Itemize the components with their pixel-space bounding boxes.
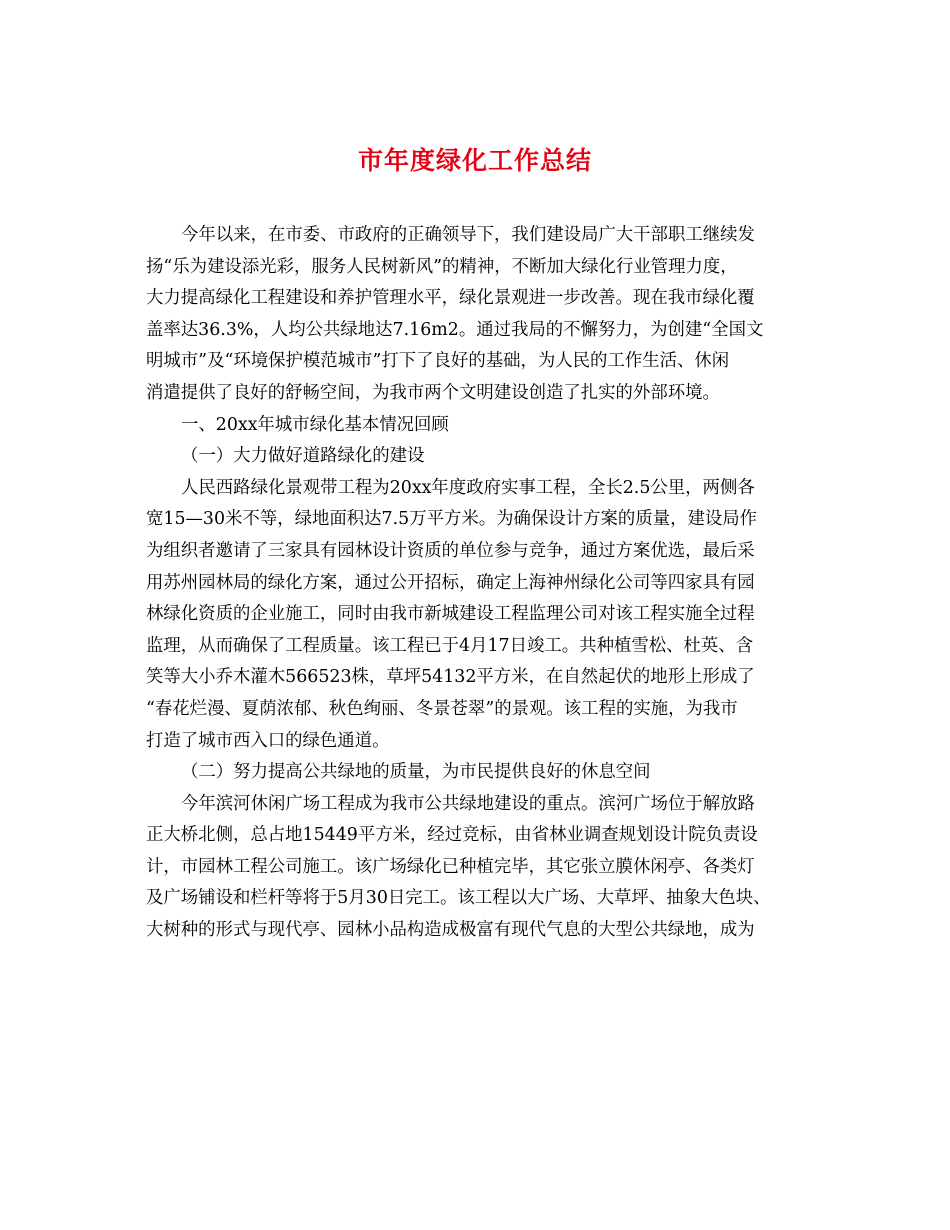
text-line: 一、20xx年城市绿化基本情况回顾 (181, 414, 449, 435)
text-line: 监理，从而确保了工程质量。该工程已于4月17日竣工。共种植雪松、杜英、含 (146, 635, 754, 656)
text-line: 用苏州园林局的绿化方案，通过公开招标，确定上海神州绿化公司等四家具有园 (146, 572, 755, 593)
text-line: 打造了城市西入口的绿色通道。 (146, 730, 390, 751)
text-line: 盖率达36.3%，人均公共绿地达7.16m2。通过我局的不懈努力，为创建“全国文 (146, 319, 764, 340)
text-line: （二）努力提高公共绿地的质量，为市民提供良好的休息空间 (181, 762, 651, 783)
text-line: 林绿化资质的企业施工，同时由我市新城建设工程监理公司对该工程实施全过程 (146, 604, 755, 625)
text-line: （一）大力做好道路绿化的建设 (181, 446, 425, 467)
text-line: 及广场铺设和栏杆等将于5月30日完工。该工程以大广场、大草坪、抽象大色块、 (146, 888, 771, 909)
document-title: 市年度绿化工作总结 (357, 146, 592, 175)
text-line: 扬“乐为建设添光彩，服务人民树新风”的精神，不断加大绿化行业管理力度， (146, 256, 738, 277)
document-body (146, 220, 816, 947)
text-line: 宽15—30米不等，绿地面积达7.5万平方米。为确保设计方案的质量，建设局作 (146, 509, 758, 530)
text-line: 为组织者邀请了三家具有园林设计资质的单位参与竞争，通过方案优选，最后采 (146, 540, 755, 561)
text-line: 人民西路绿化景观带工程为20xx年度政府实事工程，全长2.5公里，两侧各 (181, 477, 755, 498)
text-line: 大力提高绿化工程建设和养护管理水平，绿化景观进一步改善。现在我市绿化覆 (146, 288, 755, 309)
text-line: 今年滨河休闲广场工程成为我市公共绿地建设的重点。滨河广场位于解放路 (181, 793, 755, 814)
text-line: 笑等大小乔木灌木566523株，草坪54132平方米，在自然起伏的地形上形成了 (146, 667, 755, 688)
text-line: 计，市园林工程公司施工。该广场绿化已种植完毕，其它张立膜休闲亭、各类灯 (146, 856, 755, 877)
text-line: 大树种的形式与现代亭、园林小品构造成极富有现代气息的大型公共绿地，成为 (146, 920, 755, 941)
text-line: 正大桥北侧，总占地15449平方米，经过竞标，由省林业调查规划设计院负责设 (146, 825, 758, 846)
text-line: 明城市”及“环境保护模范城市”打下了良好的基础，为人民的工作生活、休闲 (146, 351, 730, 372)
text-line: 消遣提供了良好的舒畅空间，为我市两个文明建设创造了扎实的外部环境。 (146, 382, 720, 403)
text-line: “春花烂漫、夏荫浓郁、秋色绚丽、冬景苍翠”的景观。该工程的实施，为我市 (146, 698, 738, 719)
text-line: 今年以来，在市委、市政府的正确领导下，我们建设局广大干部职工继续发 (181, 225, 755, 245)
